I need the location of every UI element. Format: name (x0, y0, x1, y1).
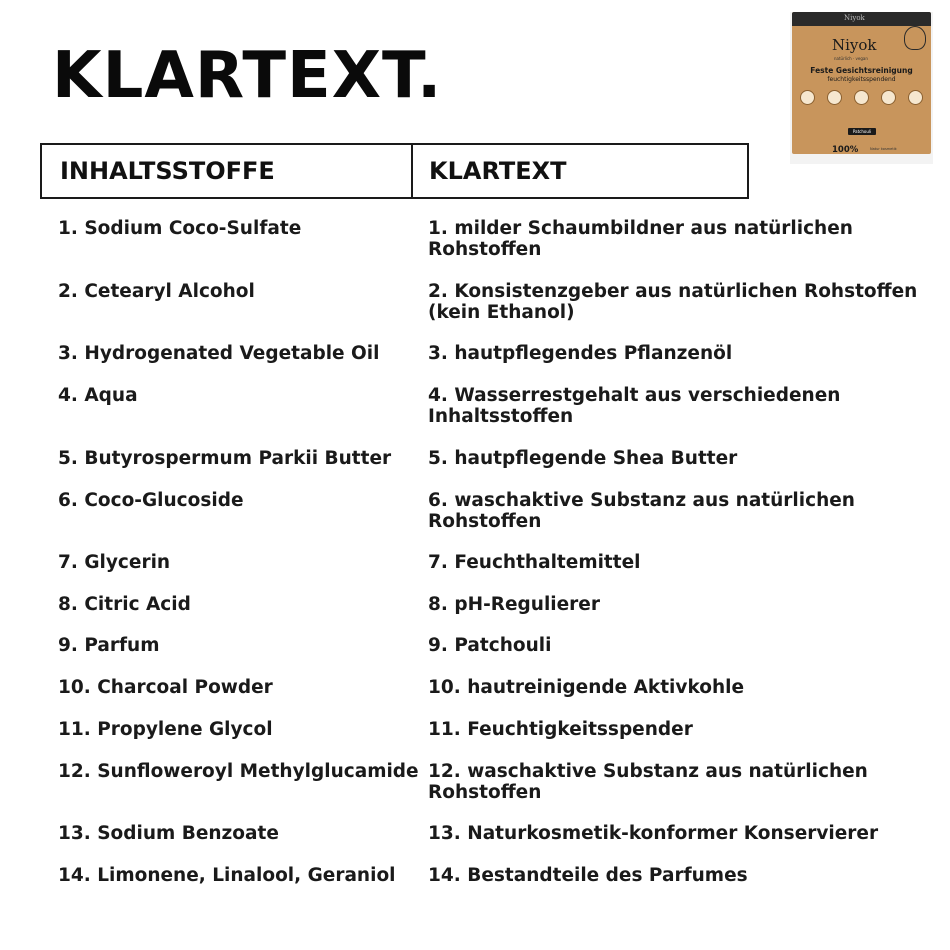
product-name: Feste Gesichtsreinigung (810, 66, 913, 75)
coconut-icon (904, 26, 926, 50)
product-box-lid (792, 12, 931, 26)
ingredient-explanation: 8. pH-Regulierer (428, 594, 600, 615)
product-brand: Niyok (832, 36, 877, 54)
product-claim: feuchtigkeitsspendend (827, 76, 896, 83)
ingredient-explanation: 10. hautreinigende Aktivkohle (428, 677, 745, 698)
product-variant-label: Patchouli (848, 128, 876, 135)
ingredient-name: 4. Aqua (58, 385, 138, 406)
ingredient-explanation: 7. Feuchthaltemittel (428, 552, 641, 573)
ingredient-explanation: 1. milder Schaumbildner aus natürlichen Rohstoffen (428, 218, 853, 260)
ingredient-name: 1. Sodium Coco-Sulfate (58, 218, 302, 239)
ingredient-name: 13. Sodium Benzoate (58, 823, 279, 844)
product-percent-note: Natur kosmetik (870, 147, 897, 151)
ingredient-explanation: 5. hautpflegende Shea Butter (428, 448, 738, 469)
ingredient-name: 14. Limonene, Linalool, Geraniol (58, 865, 396, 886)
header-ingredients: INHALTSSTOFFE (42, 145, 413, 197)
feature-icon (908, 90, 923, 105)
ingredient-name: 8. Citric Acid (58, 594, 191, 615)
product-lid-brand: Niyok (844, 14, 865, 22)
ingredient-name: 12. Sunfloweroyl Methylglucamide (58, 761, 419, 782)
ingredient-explanation: 14. Bestandteile des Parfumes (428, 865, 748, 886)
ingredient-explanation: 12. waschaktive Substanz aus natürlichen Rohstoffen (428, 761, 868, 803)
page-title: KLARTEXT. (52, 39, 443, 113)
ingredient-name: 6. Coco-Glucoside (58, 490, 244, 511)
header-explanation: KLARTEXT (429, 157, 567, 185)
feature-icon (854, 90, 869, 105)
feature-icon (827, 90, 842, 105)
product-percent: 100% (832, 145, 859, 155)
ingredient-explanation: 4. Wasserrestgehalt aus verschiedenen Inhaltsstoffen (428, 385, 841, 427)
ingredient-explanation: 3. hautpflegendes Pflanzenöl (428, 343, 733, 364)
feature-icon (800, 90, 815, 105)
product-feature-icons (800, 90, 923, 105)
ingredient-name: 3. Hydrogenated Vegetable Oil (58, 343, 380, 364)
ingredient-name: 2. Cetearyl Alcohol (58, 281, 255, 302)
ingredient-name: 5. Butyrospermum Parkii Butter (58, 448, 392, 469)
ingredient-name: 9. Parfum (58, 635, 160, 656)
product-image (790, 12, 933, 164)
feature-icon (881, 90, 896, 105)
ingredient-name: 11. Propylene Glycol (58, 719, 273, 740)
ingredient-name: 7. Glycerin (58, 552, 171, 573)
ingredient-explanation: 6. waschaktive Substanz aus natürlichen Rohstoffen (428, 490, 855, 532)
ingredient-explanation: 11. Feuchtigkeitsspender (428, 719, 693, 740)
table-header (40, 143, 749, 199)
ingredient-explanation: 9. Patchouli (428, 635, 552, 656)
ingredient-explanation: 2. Konsistenzgeber aus natürlichen Rohstoffen (kein Ethanol) (428, 281, 918, 323)
product-brand-subtitle: natürlich · vegan (834, 56, 868, 61)
ingredient-explanation: 13. Naturkosmetik-konformer Konservierer (428, 823, 879, 844)
product-box (792, 12, 931, 154)
ingredient-name: 10. Charcoal Powder (58, 677, 273, 698)
